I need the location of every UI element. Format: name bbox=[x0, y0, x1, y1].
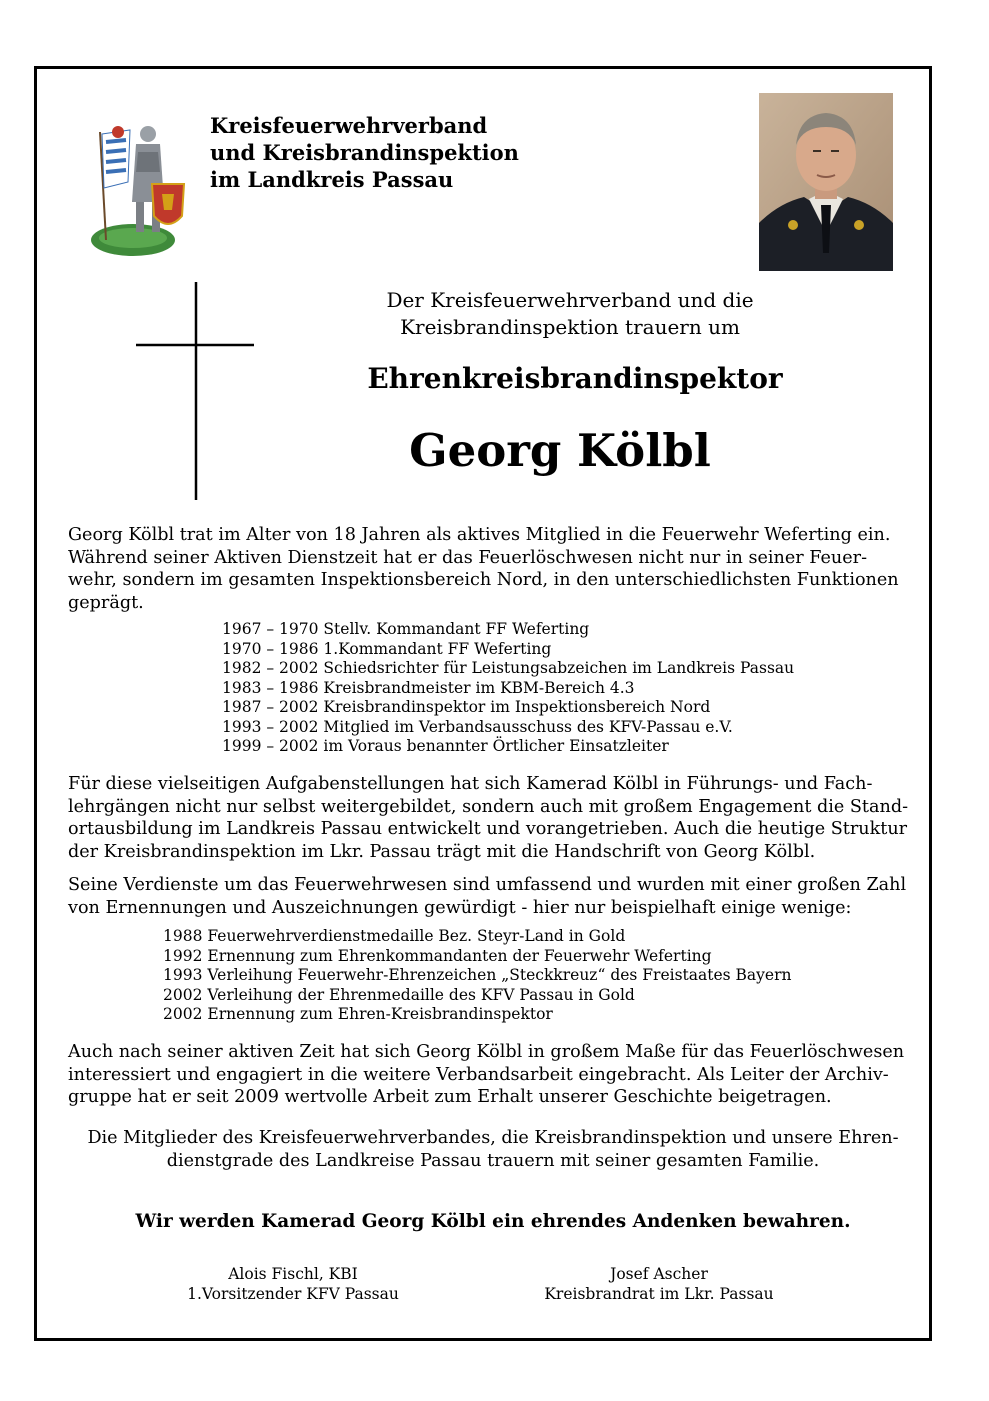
paragraph-biography bbox=[68, 524, 928, 614]
org-line: im Landkreis Passau bbox=[210, 167, 454, 192]
organization-name bbox=[210, 112, 519, 193]
list-item: 1982 – 2002 Schiedsrichter für Leistungsabzeichen im Landkreis Passau bbox=[222, 659, 795, 677]
paragraph-line: Auch nach seiner aktiven Zeit hat sich Georg Kölbl in großem Maße für das Feuerlöschwesen bbox=[68, 1042, 905, 1062]
signatory-role: 1.Vorsitzender KFV Passau bbox=[187, 1285, 399, 1303]
honors-list bbox=[163, 927, 792, 1025]
list-item: 1992 Ernennung zum Ehrenkommandanten der Feuerwehr Weferting bbox=[163, 946, 712, 965]
list-item: 2002 Verleihung der Ehrenmedaille des KFV Passau in Gold bbox=[163, 985, 635, 1004]
org-line: und Kreisbrandinspektion bbox=[210, 140, 519, 165]
paragraph-line: Die Mitglieder des Kreisfeuerwehrverbandes, die Kreisbrandinspektion und unsere Ehren- bbox=[87, 1128, 899, 1148]
list-item: 1970 – 1986 1.Kommandant FF Weferting bbox=[222, 639, 552, 658]
signature-left bbox=[143, 1264, 443, 1304]
paragraph-line: interessiert und engagiert in die weitere Verbandsarbeit eingebracht. Als Leiter der Archiv- bbox=[68, 1064, 889, 1085]
paragraph-line: gruppe hat er seit 2009 wertvolle Arbeit zum Erhalt unserer Geschichte beigetragen. bbox=[68, 1087, 832, 1107]
crest-icon bbox=[78, 112, 188, 262]
portrait-photo bbox=[759, 93, 893, 271]
paragraph-merits bbox=[68, 874, 928, 919]
list-item: 1987 – 2002 Kreisbrandinspektor im Inspektionsbereich Nord bbox=[222, 698, 711, 716]
paragraph-line: ortausbildung im Landkreis Passau entwickelt und vorangetrieben. Auch die heutige Struktur bbox=[68, 819, 908, 839]
career-list bbox=[222, 620, 794, 757]
signature-right bbox=[509, 1264, 809, 1304]
intro-line: Der Kreisfeuerwehrverband und die bbox=[386, 288, 754, 312]
paragraph-line: geprägt. bbox=[68, 592, 144, 613]
intro-line: Kreisbrandinspektion trauern um bbox=[400, 315, 740, 339]
list-item: 1988 Feuerwehrverdienstmedaille Bez. Steyr-Land in Gold bbox=[163, 927, 626, 945]
list-item: 1983 – 1986 Kreisbrandmeister im KBM-Bereich 4.3 bbox=[222, 678, 635, 697]
paragraph-line: von Ernennungen und Auszeichnungen gewürdigt - hier nur beispielhaft einige wenige: bbox=[68, 897, 852, 918]
paragraph-line: dienstgrade des Landkreise Passau trauern mit seiner gesamten Familie. bbox=[166, 1150, 820, 1171]
signatory-name: Alois Fischl, KBI bbox=[228, 1265, 358, 1283]
list-item: 2002 Ernennung zum Ehren-Kreisbrandinspektor bbox=[163, 1005, 553, 1023]
closing-statement: Wir werden Kamerad Georg Kölbl ein ehrendes Andenken bewahren. bbox=[135, 1211, 851, 1232]
paragraph-training bbox=[68, 773, 928, 863]
org-line: Kreisfeuerwehrverband bbox=[210, 113, 488, 138]
honorary-rank: Ehrenkreisbrandinspektor bbox=[367, 362, 783, 395]
paragraph-line: Seine Verdienste um das Feuerwehrwesen sind umfassend und wurden mit einer großen Zahl bbox=[68, 875, 907, 895]
paragraph-condolence bbox=[40, 1127, 946, 1172]
paragraph-archive bbox=[68, 1041, 928, 1109]
signatory-name: Josef Ascher bbox=[610, 1265, 708, 1283]
list-item: 1967 – 1970 Stellv. Kommandant FF Weferting bbox=[222, 620, 590, 638]
paragraph-line: Für diese vielseitigen Aufgabenstellungen hat sich Kamerad Kölbl in Führungs- und Fach- bbox=[68, 774, 873, 794]
paragraph-line: lehrgängen nicht nur selbst weitergebildet, sondern auch mit großem Engagement die Stand- bbox=[68, 796, 909, 817]
paragraph-line: Georg Kölbl trat im Alter von 18 Jahren als aktives Mitglied in die Feuerwehr Weferting ein. bbox=[68, 525, 891, 545]
cross-icon bbox=[136, 282, 254, 500]
paragraph-line: der Kreisbrandinspektion im Lkr. Passau trägt mit die Handschrift von Georg Kölbl. bbox=[68, 841, 816, 862]
list-item: 1993 – 2002 Mitglied im Verbandsausschuss des KFV-Passau e.V. bbox=[222, 717, 733, 736]
list-item: 1993 Verleihung Feuerwehr-Ehrenzeichen „Steckkreuz“ des Freistaates Bayern bbox=[163, 966, 792, 984]
signatory-role: Kreisbrandrat im Lkr. Passau bbox=[544, 1285, 774, 1303]
paragraph-line: wehr, sondern im gesamten Inspektionsbereich Nord, in den unterschiedlichsten Funktionen bbox=[68, 570, 899, 590]
deceased-name: Georg Kölbl bbox=[409, 424, 711, 477]
paragraph-line: Während seiner Aktiven Dienstzeit hat er das Feuerlöschwesen nicht nur in seiner Feuer- bbox=[68, 547, 868, 568]
list-item: 1999 – 2002 im Voraus benannter Örtlicher Einsatzleiter bbox=[222, 737, 669, 755]
mourning-intro bbox=[340, 287, 800, 341]
